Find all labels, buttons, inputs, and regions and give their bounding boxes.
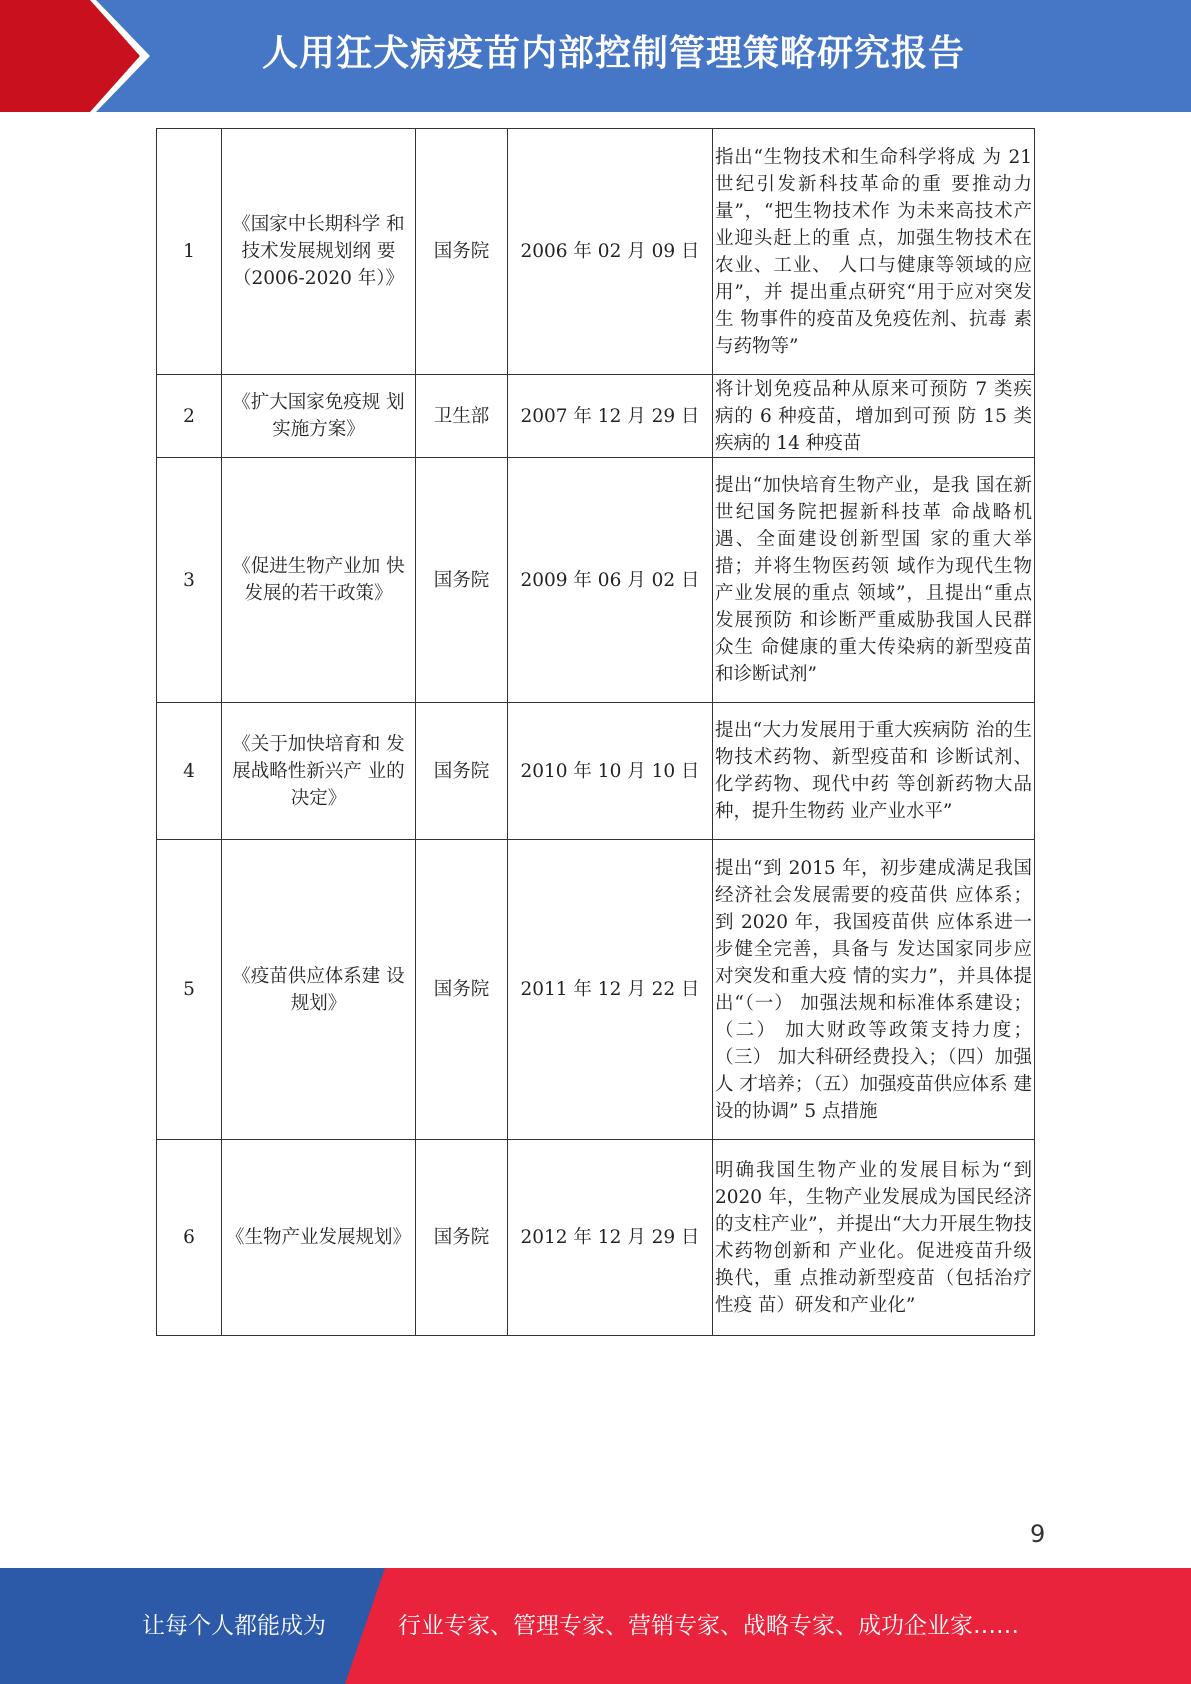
row-number: 5 — [157, 840, 222, 1140]
policy-date: 2010 年 10 月 10 日 — [508, 703, 713, 840]
policy-issuer: 国务院 — [416, 1140, 508, 1336]
table-row — [157, 458, 1035, 703]
row-number: 3 — [157, 458, 222, 703]
policy-issuer: 国务院 — [416, 840, 508, 1140]
row-number: 1 — [157, 129, 222, 375]
policy-description: 明确我国生物产业的发展目标为“到 2020 年，生物产业发展成为国民经济的支柱产业”，并提出“大力开展生物技术药物创新和 产业化。促进疫苗升级换代，重 点推动新型疫苗（包括治疗性疫 苗）研发和产业化” — [713, 1140, 1035, 1336]
table-row — [157, 840, 1035, 1140]
policy-table — [156, 128, 1035, 1336]
policy-name: 《促进生物产业加 快发展的若干政策》 — [222, 458, 416, 703]
policy-description: 将计划免疫品种从原来可预防 7 类疾病的 6 种疫苗，增加到可预 防 15 类疾病的 14 种疫苗 — [713, 375, 1035, 458]
policy-name: 《扩大国家免疫规 划实施方案》 — [222, 375, 416, 458]
page-header — [0, 0, 1191, 112]
header-arrow-decoration — [0, 0, 150, 112]
policy-name: 《疫苗供应体系建 设规划》 — [222, 840, 416, 1140]
policy-date: 2012 年 12 月 29 日 — [508, 1140, 713, 1336]
row-number: 6 — [157, 1140, 222, 1336]
policy-date: 2009 年 06 月 02 日 — [508, 458, 713, 703]
policy-date: 2006 年 02 月 09 日 — [508, 129, 713, 375]
policy-description: 提出“到 2015 年，初步建成满足我国经济社会发展需要的疫苗供 应体系；到 2020 年，我国疫苗供 应体系进一步健全完善，具备与 发达国家同步应对突发和重大疫 情的实力”，并具体提出“（一） 加强法规和标准体系建设；（二） 加大财政等政策支持力度；（三） 加大科研经费投入；（四）加强人 才培养；（五）加强疫苗供应体系 建设的协调” 5 点措施 — [713, 840, 1035, 1140]
row-number: 2 — [157, 375, 222, 458]
policy-issuer: 卫生部 — [416, 375, 508, 458]
row-number: 4 — [157, 703, 222, 840]
footer-slogan-left: 让每个人都能成为 — [142, 1613, 326, 1639]
table-row — [157, 1140, 1035, 1336]
policy-name: 《生物产业发展规划》 — [222, 1140, 416, 1336]
policy-description: 指出“生物技术和生命科学将成 为 21 世纪引发新科技革命的重 要推动力量”，“把生物技术作 为未来高技术产业迎头赶上的重 点，加强生物技术在农业、工业、 人口与健康等领域的应用”，并 提出重点研究“用于应对突发生 物事件的疫苗及免疫佐剂、抗毒 素与药物等” — [713, 129, 1035, 375]
table-row — [157, 129, 1035, 375]
policy-issuer: 国务院 — [416, 458, 508, 703]
page-title: 人用狂犬病疫苗内部控制管理策略研究报告 — [262, 33, 966, 74]
table-row — [157, 375, 1035, 458]
policy-description: 提出“大力发展用于重大疾病防 治的生物技术药物、新型疫苗和 诊断试剂、化学药物、现代中药 等创新药物大品种，提升生物药 业产业水平” — [713, 703, 1035, 840]
policy-date: 2007 年 12 月 29 日 — [508, 375, 713, 458]
policy-issuer: 国务院 — [416, 129, 508, 375]
policy-date: 2011 年 12 月 22 日 — [508, 840, 713, 1140]
page-footer — [0, 1568, 1191, 1684]
policy-description: 提出“加快培育生物产业，是我 国在新世纪国务院把握新科技革 命战略机遇、全面建设创新型国 家的重大举措；并将生物医药领 域作为现代生物产业发展的重点 领域”，且提出“重点发展预防 和诊断严重威胁我国人民群众生 命健康的重大传染病的新型疫苗 和诊断试剂” — [713, 458, 1035, 703]
policy-name: 《国家中长期科学 和技术发展规划纲 要（2006-2020 年）》 — [222, 129, 416, 375]
table-row — [157, 703, 1035, 840]
policy-issuer: 国务院 — [416, 703, 508, 840]
footer-slogan-right: 行业专家、管理专家、营销专家、战略专家、成功企业家…… — [398, 1613, 1019, 1639]
page-number: 9 — [1030, 1520, 1046, 1548]
policy-name: 《关于加快培育和 发展战略性新兴产 业的决定》 — [222, 703, 416, 840]
